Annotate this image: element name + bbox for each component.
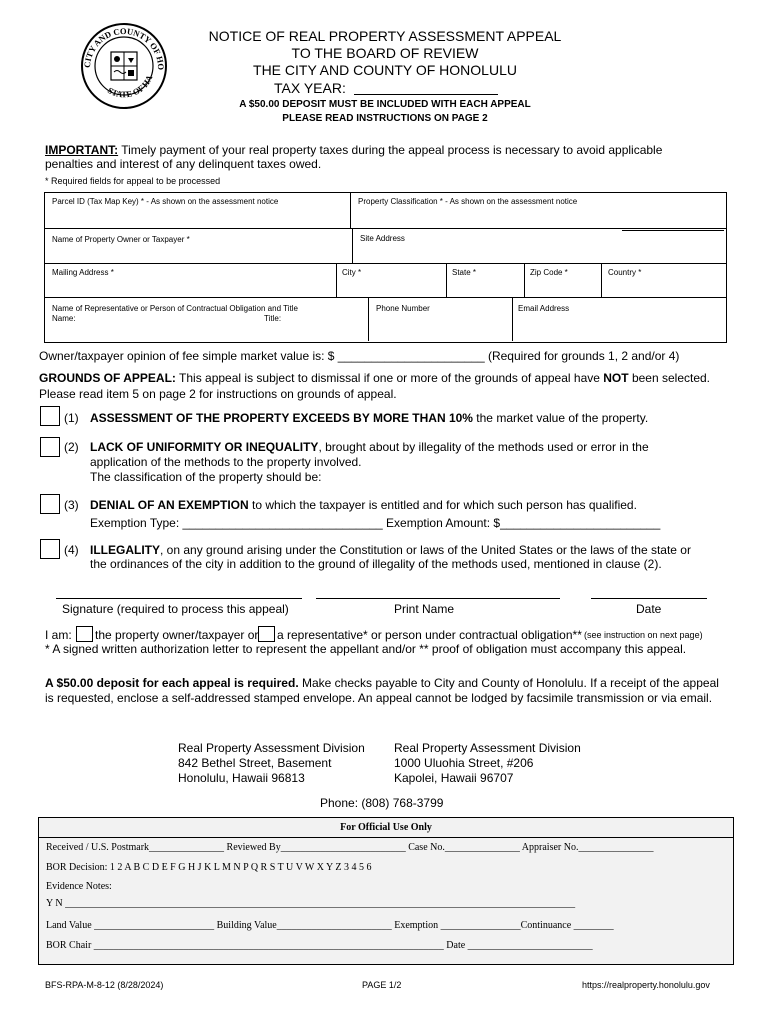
ground-4-checkbox[interactable] (40, 539, 60, 559)
print-name-label: Print Name (394, 602, 455, 616)
form-title-line1: NOTICE OF REAL PROPERTY ASSESSMENT APPEAL (208, 28, 562, 44)
owner-name-field[interactable]: Name of Property Owner or Taxpayer * (52, 235, 190, 244)
form-title-line3: THE CITY AND COUNTY OF HONOLULU (253, 62, 517, 78)
instructions-note: PLEASE READ INSTRUCTIONS ON PAGE 2 (282, 113, 488, 124)
ground-1-text (90, 411, 648, 425)
rep-title-field[interactable]: Title: (264, 314, 282, 323)
form-id: BFS-RPA-M-8-12 (8/28/2024) (45, 980, 164, 990)
rep-name-field[interactable]: Name: (52, 314, 76, 323)
deposit-bold: A $50.00 deposit for each appeal is required. (45, 676, 299, 690)
representative-option-label: a representative* or person under contractual obligation** (277, 628, 582, 642)
market-value-opinion[interactable]: Owner/taxpayer opinion of fee simple market value is: $ ______________________ (Required for grounds 1, 2 and/or 4) (39, 349, 680, 363)
date-line[interactable] (591, 598, 707, 599)
date-label: Date (636, 602, 662, 616)
svg-text:STATE OF HAWAII: STATE OF HA (106, 74, 155, 100)
official-use-title: For Official Use Only (340, 822, 432, 833)
signature-line[interactable] (56, 598, 302, 599)
ground-2-checkbox[interactable] (40, 437, 60, 457)
form-title-line2: TO THE BOARD OF REVIEW (291, 45, 479, 61)
important-text: Timely payment of your real property taxes during the appeal process is necessary to avoid applicable penalties and interest of any delinquent taxes owed. (45, 143, 663, 171)
grounds-label: GROUNDS OF APPEAL: (39, 371, 176, 385)
ground-4-rest: , on any ground arising under the Constitution or laws of the United States or the laws of the state or (160, 543, 691, 557)
authorization-footnote: * A signed written authorization letter to represent the appellant and/or ** proof of obligation must accompany this appeal. (45, 642, 687, 656)
representative-checkbox[interactable] (258, 626, 275, 642)
ground-1-number: (1) (64, 411, 79, 425)
important-label: IMPORTANT: (45, 143, 119, 157)
country-field[interactable]: Country * (608, 268, 642, 277)
i-am-label: I am: (45, 628, 72, 642)
official-row-notes: Y N ______________________________________________________________________________________________________ (46, 898, 576, 909)
grounds-not: NOT (603, 371, 629, 385)
website-url[interactable]: https://realproperty.honolulu.gov (582, 980, 710, 990)
svg-text:CITY AND COUNTY OF HONOLULU: CITY AND COUNTY OF HO (81, 25, 167, 71)
kapolei-address-line2: 1000 Uluohia Street, #206 (394, 756, 534, 770)
ground-1-checkbox[interactable] (40, 406, 60, 426)
honolulu-address-line3: Honolulu, Hawaii 96813 (178, 771, 305, 785)
official-row-bor-decision: BOR Decision: 1 2 A B C D E F G H J K L M N P Q R S T U V W X Y Z 3 4 5 6 (46, 862, 372, 873)
office-phone: Phone: (808) 768-3799 (320, 796, 444, 810)
ground-2-text (90, 440, 649, 454)
print-name-line[interactable] (316, 598, 560, 599)
deposit-text: Make checks payable to City and County of Honolulu. If a receipt of the appeal is requested, enclose a self-addressed stamped envelope. An appeal cannot be lodged by facsimile transmission or via email. (45, 676, 719, 705)
owner-checkbox[interactable] (76, 626, 93, 642)
kapolei-address-line3: Kapolei, Hawaii 96707 (394, 771, 514, 785)
owner-option-label: the property owner/taxpayer or (95, 628, 259, 642)
ground-1-rest: the market value of the property. (472, 411, 649, 425)
state-field[interactable]: State * (452, 268, 477, 277)
required-note: * Required fields for appeal to be processed (45, 176, 221, 186)
see-instruction-note: (see instruction on next page) (584, 630, 703, 640)
kapolei-address-line1: Real Property Assessment Division (394, 741, 581, 755)
ground-2-line2: application of the methods to the property involved. (90, 455, 362, 469)
grounds-text-b: been selected. (628, 371, 711, 385)
zip-code-field[interactable]: Zip Code * (530, 268, 568, 277)
grounds-heading (39, 371, 710, 385)
exemption-fields[interactable]: Exemption Type: ______________________________ Exemption Amount: $________________________ (90, 516, 661, 530)
mailing-address-field[interactable]: Mailing Address * (52, 268, 114, 277)
property-classification-field[interactable]: Property Classification * - As shown on the assessment notice (358, 197, 578, 206)
city-seal-logo (80, 22, 168, 110)
official-row-bor-chair: BOR Chair ______________________________________________________________________ Date _________________________ (46, 940, 593, 951)
honolulu-office-address (178, 741, 365, 786)
ground-2-classification[interactable]: The classification of the property should be: (90, 470, 322, 484)
ground-3-checkbox[interactable] (40, 494, 60, 514)
email-address-field[interactable]: Email Address (518, 304, 570, 313)
ground-4-line2: the ordinances of the city in addition to the ground of illegality of the methods used, mentioned in clause (2). (90, 557, 662, 571)
honolulu-address-line2: 842 Bethel Street, Basement (178, 756, 332, 770)
tax-year-field[interactable] (354, 79, 498, 95)
important-notice (45, 143, 705, 171)
deposit-paragraph (45, 676, 725, 706)
official-row-values: Land Value ________________________ Building Value_______________________ Exemption ________________Continuance ________ (46, 920, 614, 931)
deposit-note: A $50.00 DEPOSIT MUST BE INCLUDED WITH EACH APPEAL (239, 99, 531, 110)
ground-4-text (90, 543, 691, 557)
representative-label: Name of Representative or Person of Contractual Obligation and Title (52, 304, 298, 313)
honolulu-address-line1: Real Property Assessment Division (178, 741, 365, 755)
official-row-evidence: Evidence Notes: (46, 881, 112, 892)
ground-4-title: ILLEGALITY (90, 543, 160, 557)
page-number: PAGE 1/2 (362, 980, 402, 990)
ground-3-title: DENIAL OF AN EXEMPTION (90, 498, 249, 512)
official-row-received: Received / U.S. Postmark_______________ Reviewed By_________________________ Case No._______________ Appraiser No._______________ (46, 842, 654, 853)
ground-4-number: (4) (64, 543, 79, 557)
grounds-instructions: Please read item 5 on page 2 for instructions on grounds of appeal. (39, 387, 397, 401)
ground-3-rest: to which the taxpayer is entitled and for which such person has qualified. (248, 498, 637, 512)
grounds-text-a: This appeal is subject to dismissal if one or more of the grounds of appeal have (175, 371, 604, 385)
ground-2-rest: , brought about by illegality of the methods used or error in the (318, 440, 649, 454)
kapolei-office-address (394, 741, 581, 786)
ground-2-number: (2) (64, 440, 79, 454)
site-address-field[interactable]: Site Address (360, 234, 405, 243)
tax-year-label: TAX YEAR: (274, 80, 346, 96)
ground-3-text (90, 498, 637, 512)
parcel-id-field[interactable]: Parcel ID (Tax Map Key) * - As shown on the assessment notice (52, 197, 279, 206)
phone-number-field[interactable]: Phone Number (376, 304, 430, 313)
signature-label: Signature (required to process this appeal) (62, 602, 289, 616)
ground-2-title: LACK OF UNIFORMITY OR INEQUALITY (90, 440, 319, 454)
official-use-box (38, 817, 734, 965)
ground-3-number: (3) (64, 498, 79, 512)
city-field[interactable]: City * (342, 268, 362, 277)
ground-1-title: ASSESSMENT OF THE PROPERTY EXCEEDS BY MORE THAN 10% (90, 411, 473, 425)
